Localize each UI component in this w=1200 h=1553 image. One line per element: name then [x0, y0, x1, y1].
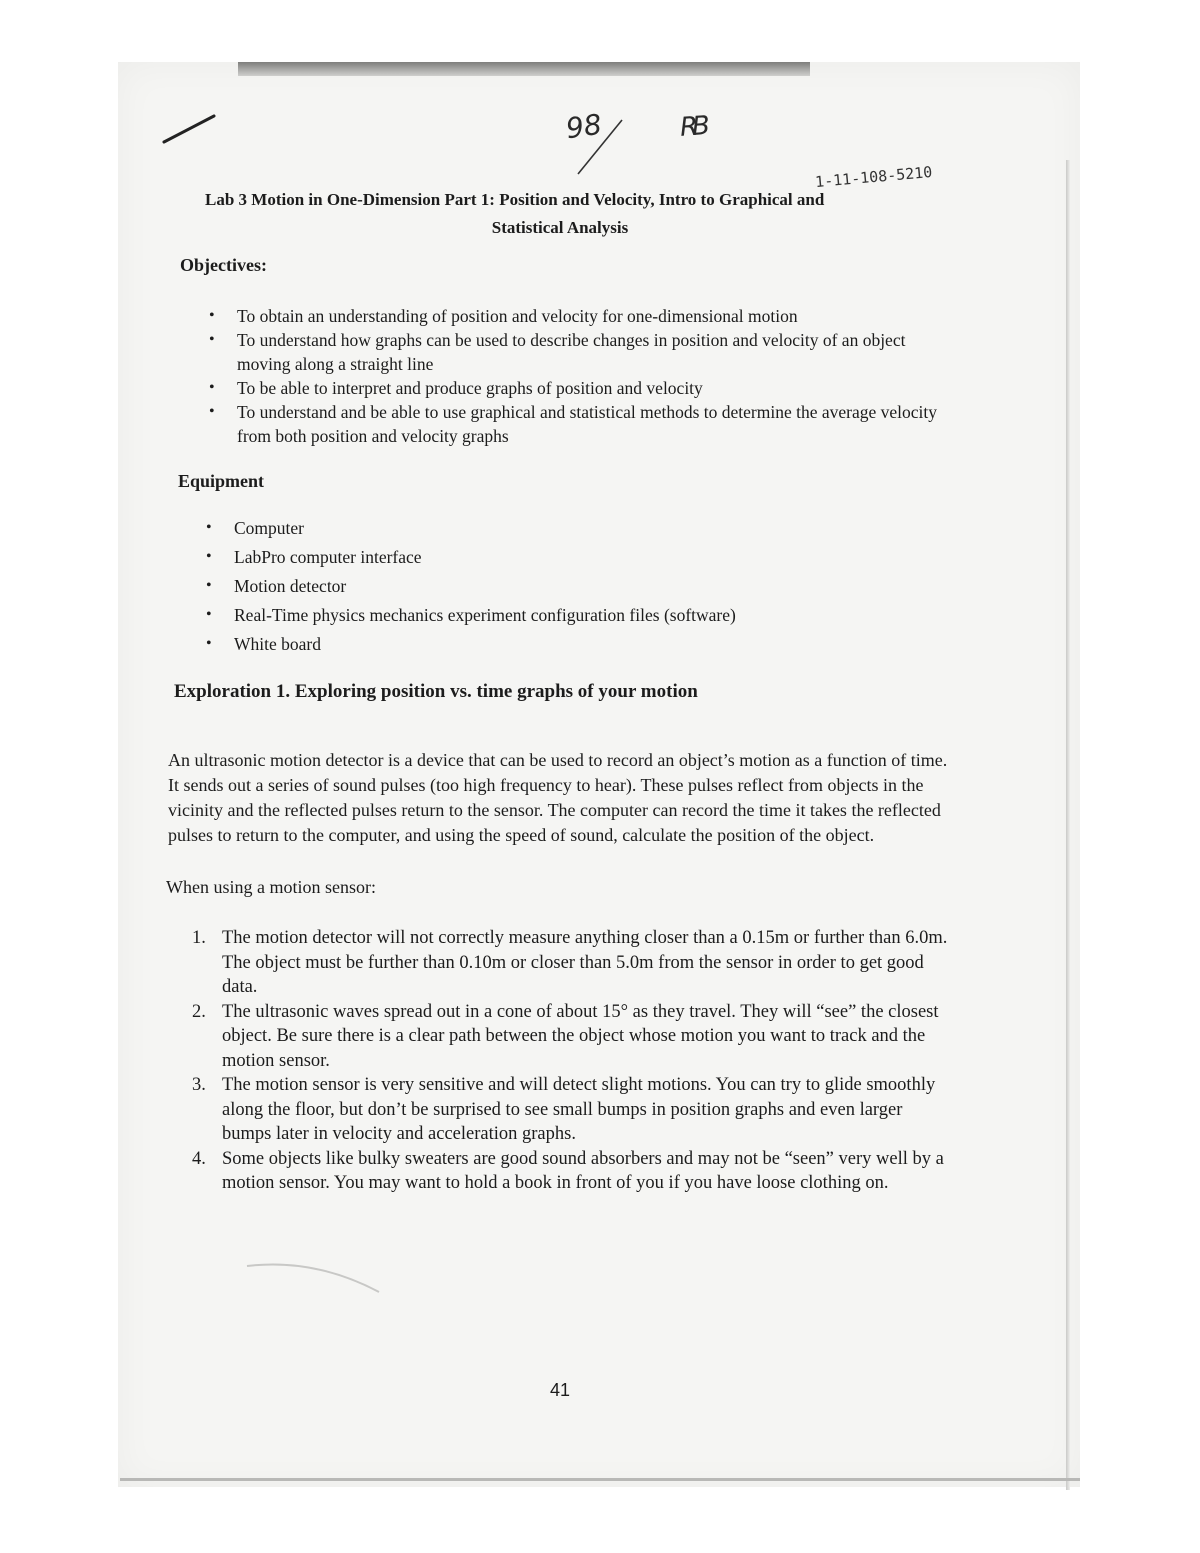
- list-item: [192, 1000, 952, 1074]
- step-number: 3.: [192, 1075, 206, 1095]
- list-item: • White board: [234, 632, 854, 656]
- smudge-mark-icon: [245, 1258, 385, 1298]
- step-text: Some objects like bulky sweaters are good sound absorbers and may not be “seen” very well by a motion sensor. You may want to hold a book in front of you if you have loose clothing on.: [222, 1148, 944, 1193]
- scan-shadow-bar: [238, 62, 810, 76]
- handwritten-score: 98: [563, 107, 604, 146]
- equipment-list: [234, 516, 854, 661]
- list-item: • Real-Time physics mechanics experiment configuration files (software): [234, 603, 854, 627]
- exploration-paragraph: An ultrasonic motion detector is a device that can be used to record an object’s motion as a function of time. It sends out a series of sound pulses (too high frequency to hear). These pulses reflect from objects in the vicinity and the reflected pulses return to the sensor. The computer can record the time it takes the reflected pulses to return to the computer, and using the speed of sound, calculate the position of the object.: [168, 750, 948, 845]
- list-item: • LabPro computer interface: [234, 545, 854, 569]
- objectives-heading: Objectives:: [180, 255, 267, 275]
- step-text: The motion detector will not correctly measure anything closer than a 0.15m or further than 6.0m. The object must be further than 0.10m or closer than 5.0m from the sensor in order to get good data.: [222, 928, 948, 997]
- handwritten-initials: RB: [678, 111, 705, 143]
- list-item: [192, 926, 952, 1000]
- page-edge-right: [1066, 160, 1070, 1490]
- list-item: • To be able to interpret and produce graphs of position and velocity: [237, 376, 947, 400]
- list-item: • To understand and be able to use graphical and statistical methods to determine the average velocity from both position and velocity graphs: [237, 400, 947, 448]
- exploration-heading: Exploration 1. Exploring position vs. time graphs of your motion: [174, 681, 698, 702]
- step-number: 2.: [192, 1001, 206, 1022]
- step-number: 4.: [192, 1148, 206, 1169]
- list-item: • To obtain an understanding of position and velocity for one-dimensional motion: [237, 304, 947, 328]
- step-number: 1.: [192, 928, 206, 948]
- list-item: • To understand how graphs can be used to describe changes in position and velocity of an object moving along a straight line: [237, 328, 947, 376]
- objectives-list: [237, 304, 947, 448]
- list-item: • Computer: [234, 516, 854, 540]
- list-item: • Motion detector: [234, 574, 854, 598]
- pen-mark-icon: [160, 112, 220, 146]
- step-text: The ultrasonic waves spread out in a cone of about 15° as they travel. They will “see” the closest object. Be sure there is a clear path between the object whose motion you want to track and the motion sensor.: [222, 1001, 939, 1071]
- stamp-number: 1-11-108-5210: [814, 162, 933, 192]
- score-slash-icon: [560, 112, 630, 182]
- list-item: [192, 1073, 952, 1147]
- page-title: Lab 3 Motion in One-Dimension Part 1: Position and Velocity, Intro to Graphical and: [205, 190, 825, 209]
- step-text: The motion sensor is very sensitive and will detect slight motions. You can try to glide smoothly along the floor, but don’t be surprised to see small bumps in position graphs and even larger bumps later in velocity and acceleration graphs.: [222, 1075, 936, 1144]
- list-item: [192, 1147, 952, 1196]
- equipment-heading: Equipment: [178, 471, 265, 491]
- page-title-line2: Statistical Analysis: [491, 218, 629, 237]
- sensor-steps-list: [192, 926, 952, 1196]
- page-edge-bottom: [120, 1478, 1080, 1481]
- page-number: 41: [549, 1380, 571, 1400]
- sensor-intro: When using a motion sensor:: [166, 877, 376, 897]
